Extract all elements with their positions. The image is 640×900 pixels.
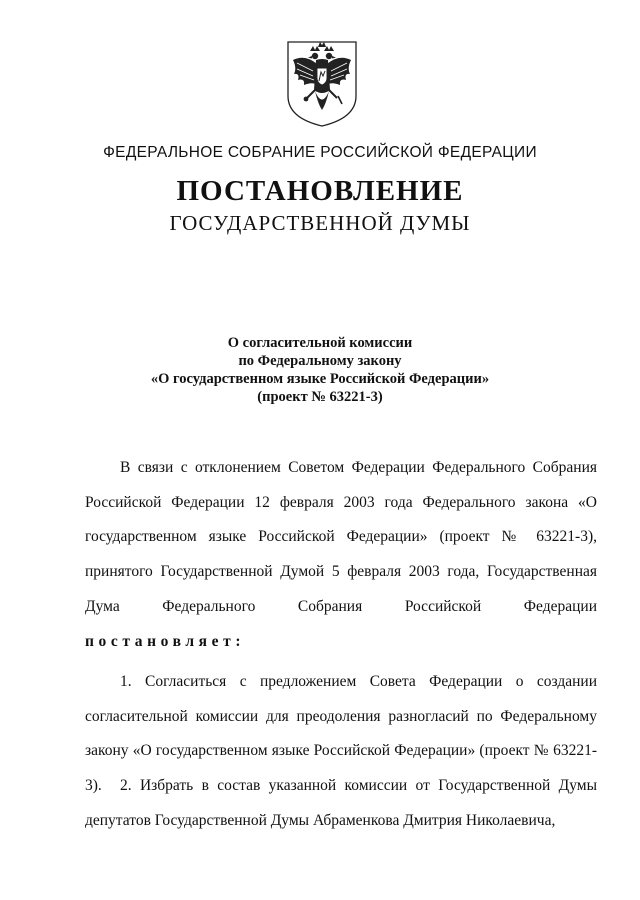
document-issuer: ГОСУДАРСТВЕННОЙ ДУМЫ — [169, 211, 471, 235]
clause-1-paragraph: 1. Согласиться с предложением Совета Федерации о создании согласительной комиссии для преодоления разногласий по Федеральному закону «О государственном языке Российской Федерации» (проект № 63221-3). — [85, 673, 597, 795]
preamble-paragraph — [85, 451, 597, 659]
document-type-title: ПОСТАНОВЛЕНИЕ — [176, 175, 464, 207]
subject-line: «О государственном языке Российской Федерации» — [150, 371, 490, 387]
subject-line: О согласительной комиссии — [227, 335, 413, 351]
clause-2-paragraph: 2. Избрать в состав указанной комиссии от Государственной Думы депутатов Государственной Думы Абраменкова Дмитрия Николаевича, — [85, 777, 597, 829]
subject-line: (проект № 63221-3) — [257, 389, 383, 405]
coat-of-arms-emblem — [285, 38, 359, 128]
document-subject — [0, 334, 640, 406]
decree-word: постановляет: — [85, 632, 246, 650]
subject-line: по Федеральному закону — [238, 353, 402, 369]
parliament-name: ФЕДЕРАЛЬНОЕ СОБРАНИЕ РОССИЙСКОЙ ФЕДЕРАЦИИ — [103, 144, 537, 161]
preamble-text: В связи с отклонением Советом Федерации Федерального Собрания Российской Федерации 12 февраля 2003 года Федерального закона «О государственном языке Российской Федерации» (проект № 63221-3), принятого Государственной Думой 5 февраля 2003 года, Государственная Дума Федерального Собрания Российской Федерации — [85, 459, 597, 615]
